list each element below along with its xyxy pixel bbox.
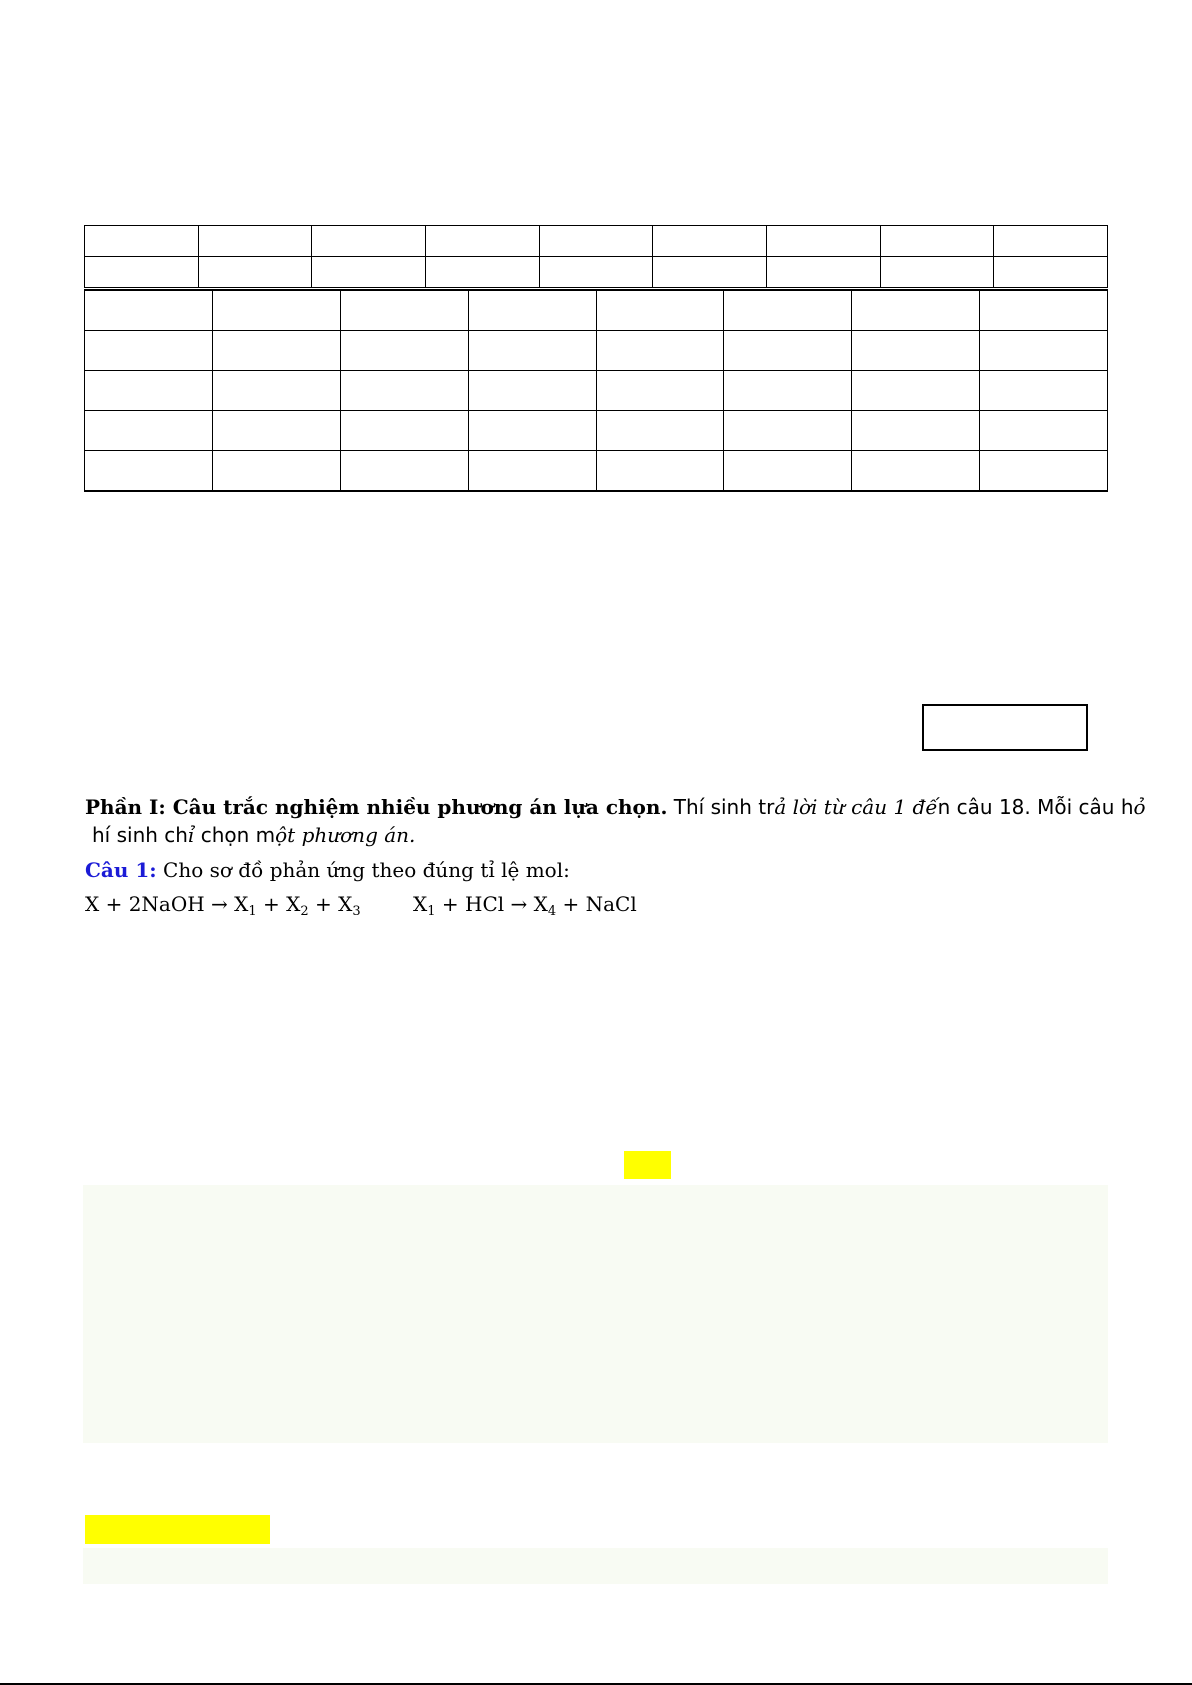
table-row [85,257,1108,288]
equation-text: X [413,892,428,916]
grid-cell [724,371,852,411]
grid-cell [980,411,1108,451]
grid-cell [85,257,199,288]
grid-cell [596,290,724,331]
table-row [85,411,1108,451]
subscript: 4 [547,904,557,919]
instruction-text: hí sinh ch [92,823,188,847]
grid-cell [852,451,980,492]
grid-cell [212,290,340,331]
subscript: 2 [300,904,309,919]
grid-cell [724,411,852,451]
exam-code-box [922,704,1088,751]
grid-cell [468,290,596,331]
grid-cell [596,451,724,492]
equation-text: X + 2NaOH → X [85,892,249,916]
table-row [85,371,1108,411]
grid-cell [852,331,980,371]
grid-cell [198,226,312,257]
equation-text: + NaCl [556,892,637,916]
grid-cell [766,226,880,257]
grid-cell [340,290,468,331]
grid-cell [880,257,994,288]
grid-cell [212,331,340,371]
grid-cell [312,257,426,288]
grid-cell [340,451,468,492]
grid-cell [980,371,1108,411]
subscript: 1 [427,904,436,919]
equation-1 [85,891,361,917]
solution-panel [83,1185,1108,1443]
equation-text: + X [256,892,301,916]
equation-text: + X [308,892,353,916]
grid-cell [980,290,1108,331]
grid-cell [212,451,340,492]
section-instructions-line-1 [85,794,1146,820]
grid-cell [852,411,980,451]
question-1 [85,857,570,883]
grid-cell [852,371,980,411]
table-row [85,331,1108,371]
grid-cell [340,331,468,371]
instruction-text: Thí sinh tr [673,795,775,819]
grid-cell [340,411,468,451]
grid-cell [312,226,426,257]
highlight-mark [624,1151,671,1179]
answer-grid-top [84,225,1108,288]
grid-cell [980,331,1108,371]
table-row [85,226,1108,257]
grid-cell [724,451,852,492]
section-instructions-line-2 [92,822,415,848]
instruction-text: n câu 18. Mỗi câu h [937,795,1134,819]
grid-cell [994,257,1108,288]
grid-cell [85,451,213,492]
instruction-text: ỉ [187,823,195,847]
grid-cell [212,411,340,451]
grid-cell [198,257,312,288]
grid-cell [880,226,994,257]
grid-cell [340,371,468,411]
table-row [85,290,1108,331]
subscript: 1 [248,904,257,919]
grid-cell [994,226,1108,257]
solution-panel [83,1548,1108,1584]
grid-cell [85,371,213,411]
grid-cell [980,451,1108,492]
grid-cell [468,451,596,492]
subscript: 3 [352,904,361,919]
grid-cell [852,290,980,331]
grid-cell [85,331,213,371]
grid-cell [425,257,539,288]
instruction-text: ột phương án. [275,823,416,847]
grid-cell [539,226,653,257]
grid-cell [653,226,767,257]
grid-cell [85,290,213,331]
equation-2 [413,891,637,917]
grid-cell [539,257,653,288]
grid-cell [425,226,539,257]
table-row [85,451,1108,492]
grid-cell [724,290,852,331]
question-text: Cho sơ đồ phản ứng theo đúng tỉ lệ mol: [163,858,570,882]
section-title: Phần I: Câu trắc nghiệm nhiều phương án lựa chọn. [85,795,668,819]
grid-cell [596,411,724,451]
grid-cell [596,331,724,371]
grid-cell [85,226,199,257]
grid-cell [212,371,340,411]
grid-cell [766,257,880,288]
answer-grid-bottom [84,289,1108,492]
equation-text: + HCl → X [435,892,548,916]
instruction-text: ả lời từ câu 1 đế [774,795,938,819]
grid-cell [596,371,724,411]
grid-cell [468,371,596,411]
question-label: Câu 1: [85,858,157,882]
grid-cell [468,411,596,451]
highlight-mark [85,1515,270,1544]
grid-cell [724,331,852,371]
instruction-text: ỏ [1133,795,1146,819]
instruction-text: chọn m [194,823,276,847]
grid-cell [653,257,767,288]
grid-cell [468,331,596,371]
grid-cell [85,411,213,451]
